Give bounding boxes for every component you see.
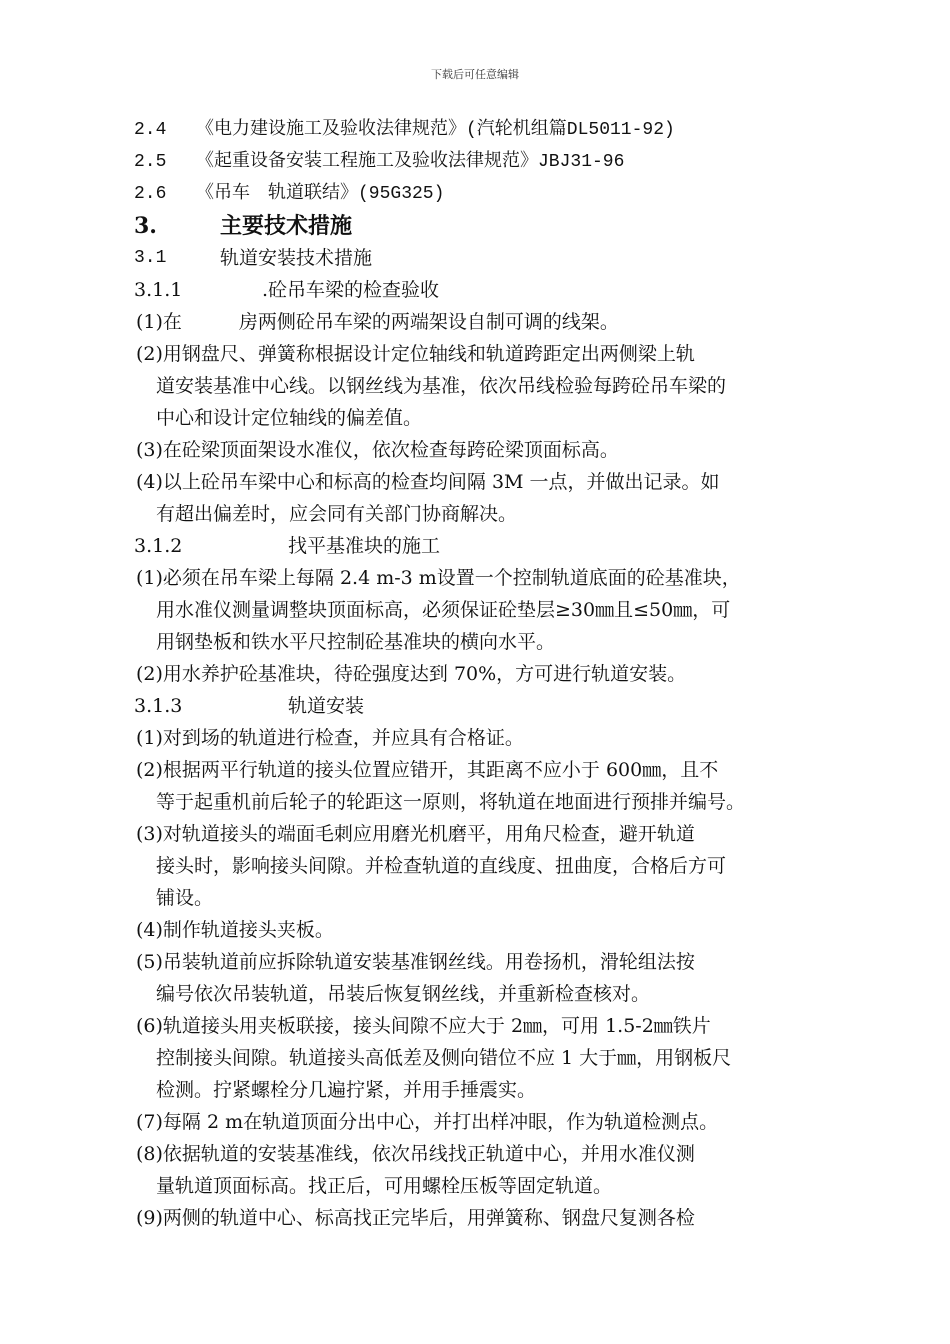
list-item: (9)两侧的轨道中心、标高找正完毕后，用弹簧称、钢盘尺复测各检	[136, 1207, 695, 1229]
list-item-continued: 用钢垫板和铁水平尺控制砼基准块的横向水平。	[156, 631, 556, 653]
list-item: (2)用钢盘尺、弹簧称根据设计定位轴线和轨道跨距定出两侧梁上轨	[136, 343, 695, 365]
list-item-continued: 铺设。	[156, 887, 214, 909]
list-item: (7)每隔 2 m在轨道顶面分出中心，并打出样冲眼，作为轨道检测点。	[136, 1111, 719, 1133]
subsection-title: 轨道安装	[288, 695, 365, 717]
list-item: (6)轨道接头用夹板联接，接头间隙不应大于 2㎜，可用 1.5-2㎜铁片	[136, 1015, 711, 1037]
list-item: (5)吊装轨道前应拆除轨道安装基准钢丝线。用卷扬机，滑轮组法按	[136, 951, 695, 973]
ref-text: 《起重设备安装工程施工及验收法律规范》JBJ31-96	[196, 152, 625, 172]
section-number: 3.	[134, 213, 157, 239]
list-item-continued: 用水准仪测量调整块顶面标高，必须保证砼垫层≥30㎜且≤50㎜，可	[156, 599, 731, 621]
list-item: (3)对轨道接头的端面毛刺应用磨光机磨平，用角尺检查，避开轨道	[136, 823, 695, 845]
list-item-continued: 编号依次吊装轨道，吊装后恢复钢丝线，并重新检查核对。	[156, 983, 651, 1005]
list-item-continued: 检测。拧紧螺栓分几遍拧紧，并用手捶震实。	[156, 1079, 537, 1101]
list-item-continued: 有超出偏差时，应会同有关部门协商解决。	[156, 503, 518, 525]
list-item-continued: 道安装基准中心线。以钢丝线为基准，依次吊线检验每跨砼吊车梁的	[156, 375, 727, 397]
subsection-number: 3.1.3	[134, 695, 183, 717]
subsection-title: 轨道安装技术措施	[220, 247, 373, 269]
list-item: (3)在砼梁顶面架设水准仪，依次检查每跨砼梁顶面标高。	[136, 439, 619, 461]
ref-number: 2.6	[134, 184, 167, 204]
section-title: 主要技术措施	[220, 213, 353, 239]
page-header: 下载后可任意编辑	[431, 68, 519, 81]
list-item-continued: 中心和设计定位轴线的偏差值。	[156, 407, 423, 429]
list-item: (1)对到场的轨道进行检查，并应具有合格证。	[136, 727, 524, 749]
list-item-continued: 等于起重机前后轮子的轮距这一原则，将轨道在地面进行预排并编号。	[156, 791, 746, 813]
list-item-continued: 控制接头间隙。轨道接头高低差及侧向错位不应 1 大于㎜，用钢板尺	[156, 1047, 732, 1069]
ref-text: 《吊车 轨道联结》(95G325)	[196, 184, 445, 204]
subsection-number: 3.1.2	[134, 535, 183, 557]
ref-number: 2.4	[134, 120, 167, 140]
list-item: (1)在 房两侧砼吊车梁的两端架设自制可调的线架。	[136, 311, 619, 333]
list-item-continued: 接头时，影响接头间隙。并检查轨道的直线度、扭曲度，合格后方可	[156, 855, 727, 877]
subsection-title: .砼吊车梁的检查验收	[262, 279, 440, 301]
subsection-number: 3.1	[134, 248, 167, 268]
list-item: (2)根据两平行轨道的接头位置应错开，其距离不应小于 600㎜，且不	[136, 759, 719, 781]
subsection-number: 3.1.1	[134, 279, 183, 301]
ref-number: 2.5	[134, 152, 167, 172]
list-item-continued: 量轨道顶面标高。找正后，可用螺栓压板等固定轨道。	[156, 1175, 613, 1197]
list-item: (2)用水养护砼基准块，待砼强度达到 70%，方可进行轨道安装。	[136, 663, 687, 685]
list-item: (4)制作轨道接头夹板。	[136, 919, 334, 941]
list-item: (8)依据轨道的安装基准线，依次吊线找正轨道中心，并用水准仪测	[136, 1143, 695, 1165]
list-item: (1)必须在吊车梁上每隔 2.4 m-3 m设置一个控制轨道底面的砼基准块，	[136, 567, 741, 589]
ref-text: 《电力建设施工及验收法律规范》(汽轮机组篇DL5011-92)	[196, 120, 675, 140]
subsection-title: 找平基准块的施工	[288, 535, 441, 557]
list-item: (4)以上砼吊车梁中心和标高的检查均间隔 3M 一点，并做出记录。如	[136, 471, 720, 493]
